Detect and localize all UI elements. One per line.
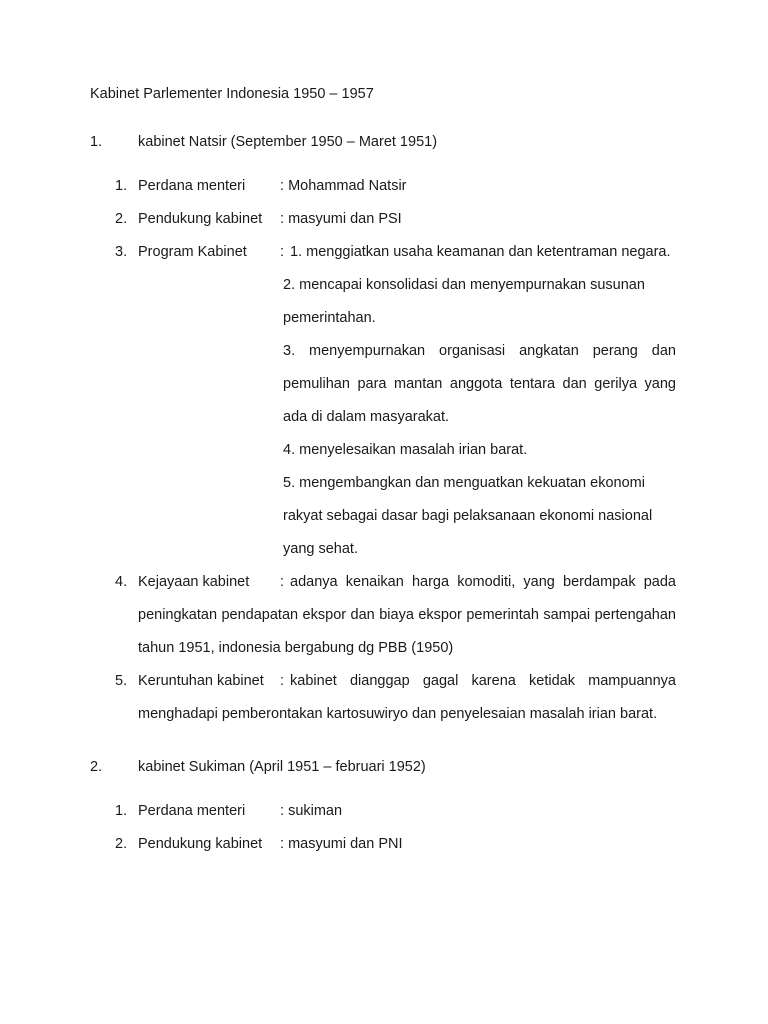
field-value: Mohammad Natsir bbox=[288, 178, 407, 194]
list-item-marker: 3. bbox=[115, 244, 128, 260]
field-label: Kejayaan kabinet bbox=[138, 574, 250, 590]
list-item-marker: 4. bbox=[115, 574, 128, 590]
field-separator: : bbox=[280, 803, 285, 819]
field-value: sukiman bbox=[288, 803, 343, 819]
section-heading bbox=[90, 751, 676, 784]
list-item-perdana-menteri bbox=[90, 795, 676, 828]
field-label: Perdana menteri bbox=[138, 803, 246, 819]
list-item-kejayaan-kabinet bbox=[90, 566, 676, 665]
section-marker: 1. bbox=[90, 134, 103, 150]
spacer bbox=[90, 159, 676, 170]
keruntuhan-text-block bbox=[138, 665, 676, 731]
field-value: masyumi dan PSI bbox=[288, 211, 402, 227]
program-point-text: 1. menggiatkan usaha keamanan dan ketentraman negara. bbox=[290, 244, 671, 260]
list-item-keruntuhan-kabinet bbox=[90, 665, 676, 731]
program-point-3: 3. menyempurnakan organisasi angkatan perang dan pemulihan para mantan anggota tentara dan gerilya yang ada di dalam masyarakat. bbox=[283, 343, 676, 425]
program-points-column bbox=[283, 269, 676, 566]
field-separator: : bbox=[280, 673, 285, 689]
list-item-marker: 5. bbox=[115, 673, 128, 689]
list-item-marker: 2. bbox=[115, 836, 128, 852]
section-kabinet-natsir bbox=[90, 126, 676, 731]
kejayaan-text-block bbox=[138, 566, 676, 665]
list-item-marker: 2. bbox=[115, 211, 128, 227]
sub-item-list bbox=[90, 170, 676, 731]
field-label: Keruntuhan kabinet bbox=[138, 673, 264, 689]
section-heading bbox=[90, 126, 676, 159]
field-value: kabinet dianggap gagal karena ketidak mampuannya menghadapi pemberontakan kartosuwiryo dan penyelesaian masalah irian barat. bbox=[138, 673, 676, 722]
field-label: Pendukung kabinet bbox=[138, 211, 263, 227]
list-item-pendukung-kabinet bbox=[90, 203, 676, 236]
field-label: Program Kabinet bbox=[138, 244, 247, 260]
key-value-row bbox=[138, 211, 402, 227]
spacer bbox=[90, 784, 676, 795]
field-separator: : bbox=[280, 178, 285, 194]
section-heading-text: kabinet Natsir (September 1950 – Maret 1951) bbox=[138, 134, 438, 150]
key-value-row bbox=[138, 178, 407, 194]
field-separator: : bbox=[280, 836, 285, 852]
list-item-pendukung-kabinet bbox=[90, 828, 676, 861]
field-separator: : bbox=[280, 211, 285, 227]
key-value-row bbox=[138, 836, 403, 852]
sub-item-list bbox=[90, 795, 676, 861]
section-marker: 2. bbox=[90, 759, 103, 775]
field-separator: : bbox=[280, 244, 285, 260]
list-item-marker: 1. bbox=[115, 178, 128, 194]
field-value: masyumi dan PNI bbox=[288, 836, 403, 852]
list-item-program-kabinet bbox=[90, 236, 676, 566]
list-item-marker: 1. bbox=[115, 803, 128, 819]
document-body bbox=[90, 84, 676, 861]
section-kabinet-sukiman bbox=[90, 751, 676, 861]
field-label: Pendukung kabinet bbox=[138, 836, 263, 852]
field-value: adanya kenaikan harga komoditi, yang berdampak pada peningkatan pendapatan ekspor dan biaya ekspor pemerintah sampai pertengahan tahun 1951, indonesia bergabung dg PBB (1950) bbox=[138, 574, 676, 656]
field-separator: : bbox=[280, 574, 285, 590]
key-value-row bbox=[138, 803, 342, 819]
field-label: Perdana menteri bbox=[138, 178, 246, 194]
section-heading-text: kabinet Sukiman (April 1951 – februari 1952) bbox=[138, 759, 426, 775]
list-item-perdana-menteri bbox=[90, 170, 676, 203]
program-point-1 bbox=[138, 236, 676, 269]
spacer bbox=[90, 731, 676, 751]
program-point-5: 5. mengembangkan dan menguatkan kekuatan ekonomi rakyat sebagai dasar bagi pelaksanaan ekonomi nasional yang sehat. bbox=[283, 475, 653, 557]
page-title: Kabinet Parlementer Indonesia 1950 – 1957 bbox=[90, 86, 374, 102]
program-point-2: 2. mencapai konsolidasi dan menyempurnakan susunan pemerintahan. bbox=[283, 277, 645, 326]
program-point-4: 4. menyelesaikan masalah irian barat. bbox=[283, 442, 528, 458]
